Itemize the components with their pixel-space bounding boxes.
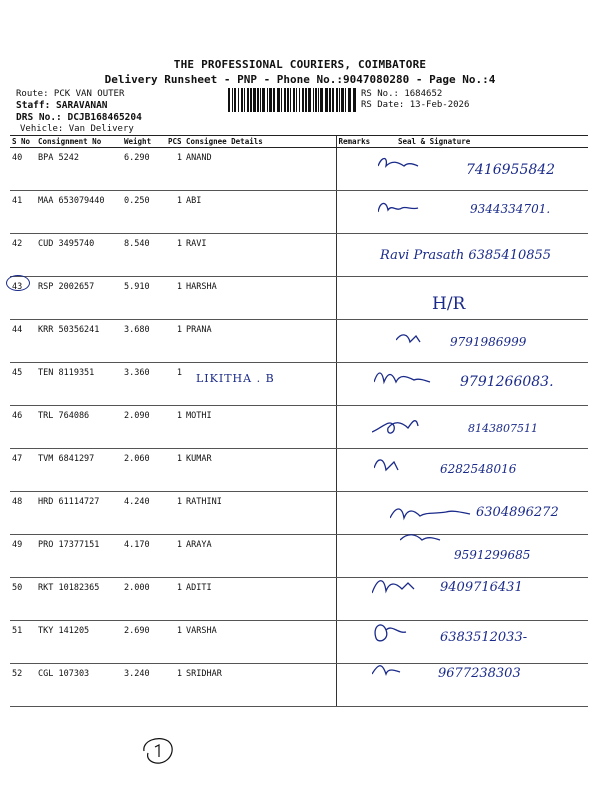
sno-cell: 48 <box>10 492 36 535</box>
consignee-cell: MOTHI <box>184 406 336 449</box>
consignee-cell: ABI <box>184 191 336 234</box>
consignment-cell: KRR 50356241 <box>36 320 122 363</box>
handwritten-consignee: LIKITHA . B <box>196 372 275 385</box>
route-label: Route: PCK VAN OUTER <box>16 89 125 99</box>
remarks-cell <box>336 449 378 492</box>
table-row <box>10 277 588 320</box>
weight-cell: 2.060 <box>122 449 166 492</box>
consignment-cell: RKT 10182365 <box>36 578 122 621</box>
sno-cell: 42 <box>10 234 36 277</box>
consignment-cell: RSP 2002657 <box>36 277 122 320</box>
consignee-cell: KUMAR <box>184 449 336 492</box>
weight-cell: 2.090 <box>122 406 166 449</box>
barcode-bar <box>232 88 233 112</box>
barcode-bar <box>269 88 272 112</box>
barcode-bar <box>299 88 300 112</box>
barcode-bar <box>262 88 265 112</box>
consignment-cell: CUD 3495740 <box>36 234 122 277</box>
handwritten-signature-text: 8143807511 <box>468 422 538 435</box>
consignee-cell: RAVI <box>184 234 336 277</box>
barcode-bar <box>234 88 236 112</box>
barcode-bar <box>290 88 291 112</box>
barcode-bar <box>313 88 314 112</box>
remarks-cell <box>336 234 378 277</box>
signature-cell <box>378 277 588 320</box>
sno-cell: 50 <box>10 578 36 621</box>
consignment-cell: TKY 141205 <box>36 621 122 664</box>
pcs-cell: 1 <box>166 234 184 277</box>
col-consignee: Consignee Details <box>184 136 336 148</box>
col-signature: Seal & Signature <box>378 136 588 148</box>
consignment-cell: TEN 8119351 <box>36 363 122 406</box>
weight-cell: 4.170 <box>122 535 166 578</box>
pcs-cell: 1 <box>166 320 184 363</box>
remarks-cell <box>336 148 378 191</box>
runsheet-table <box>10 135 588 707</box>
sno-cell: 49 <box>10 535 36 578</box>
signature-scribble <box>372 412 462 442</box>
barcode-bar <box>318 88 319 112</box>
barcode-bar <box>325 88 328 112</box>
consignee-cell: VARSHA <box>184 621 336 664</box>
consignment-cell: CGL 107303 <box>36 664 122 707</box>
weight-cell: 3.680 <box>122 320 166 363</box>
pcs-cell: 1 <box>166 148 184 191</box>
runsheet-subtitle: Delivery Runsheet - PNP - Phone No.:9047080280 - Page No.:4 <box>104 73 496 86</box>
barcode-bar <box>332 88 334 112</box>
barcode-bar <box>267 88 268 112</box>
signature-scribble <box>372 620 462 650</box>
weight-cell: 2.000 <box>122 578 166 621</box>
remarks-cell <box>336 535 378 578</box>
handwritten-signature-text: 9677238303 <box>438 666 521 681</box>
handwritten-signature-text: 6304896272 <box>476 505 559 520</box>
col-remarks: Remarks <box>336 136 378 148</box>
barcode-bar <box>353 88 356 112</box>
consignment-cell: TRL 764086 <box>36 406 122 449</box>
weight-cell: 3.360 <box>122 363 166 406</box>
barcode-bar <box>250 88 252 112</box>
handwritten-signature-text: 6282548016 <box>440 462 517 476</box>
barcode-bar <box>302 88 304 112</box>
vehicle-label: Vehicle: Van Delivery <box>20 124 134 134</box>
handwritten-signature-text: Ravi Prasath 6385410855 <box>380 248 552 263</box>
pcs-cell: 1 <box>166 277 184 320</box>
barcode-bar <box>247 88 249 112</box>
consignee-cell: ADITI <box>184 578 336 621</box>
table-header-row <box>10 136 588 148</box>
pcs-cell: 1 <box>166 621 184 664</box>
remarks-cell <box>336 191 378 234</box>
signature-scribble <box>372 658 462 688</box>
pcs-cell: 1 <box>166 664 184 707</box>
handwritten-signature-text: 9409716431 <box>440 580 523 595</box>
signature-scribble <box>374 452 464 482</box>
rs-date: RS Date: 13-Feb-2026 <box>361 100 470 110</box>
pcs-cell: 1 <box>166 363 184 406</box>
row-43-circle-mark <box>6 275 30 291</box>
signature-scribble <box>374 368 464 398</box>
page-mark-circle <box>138 733 178 767</box>
barcode-bar <box>284 88 286 112</box>
col-pcs: PCS <box>166 136 184 148</box>
signature-scribble <box>396 330 486 360</box>
barcode-bar <box>273 88 275 112</box>
pcs-cell: 1 <box>166 191 184 234</box>
barcode-bar <box>238 88 239 112</box>
sno-cell: 52 <box>10 664 36 707</box>
consignee-cell: SRIDHAR <box>184 664 336 707</box>
barcode-bar <box>341 88 344 112</box>
consignment-cell: MAA 653079440 <box>36 191 122 234</box>
consignment-cell: PRO 17377151 <box>36 535 122 578</box>
staff-label: Staff: SARAVANAN <box>16 100 108 111</box>
pcs-cell: 1 <box>166 449 184 492</box>
sno-cell: 45 <box>10 363 36 406</box>
barcode-bar <box>336 88 338 112</box>
barcode-bar <box>329 88 331 112</box>
pcs-cell: 1 <box>166 578 184 621</box>
sno-cell: 51 <box>10 621 36 664</box>
remarks-cell <box>336 277 378 320</box>
col-consignment: Consignment No <box>36 136 122 148</box>
sno-cell: 43 <box>10 277 36 320</box>
signature-scribble <box>372 575 462 605</box>
weight-cell: 0.250 <box>122 191 166 234</box>
barcode-bar <box>277 88 280 112</box>
sno-cell: 46 <box>10 406 36 449</box>
barcode-bar <box>320 88 323 112</box>
barcode-bar <box>257 88 259 112</box>
rs-number: RS No.: 1684652 <box>361 89 443 99</box>
sno-cell: 40 <box>10 148 36 191</box>
sno-cell: 44 <box>10 320 36 363</box>
consignment-cell: HRD 61114727 <box>36 492 122 535</box>
consignee-cell: ARAYA <box>184 535 336 578</box>
pcs-cell: 1 <box>166 492 184 535</box>
barcode-bar <box>293 88 295 112</box>
handwritten-signature-text: 9591299685 <box>454 548 531 562</box>
barcode-bar <box>296 88 297 112</box>
weight-cell: 8.540 <box>122 234 166 277</box>
consignee-cell: RATHINI <box>184 492 336 535</box>
weight-cell: 3.240 <box>122 664 166 707</box>
barcode-bar <box>348 88 351 112</box>
barcode-bar <box>281 88 282 112</box>
barcode-bar <box>287 88 289 112</box>
consignee-cell: ANAND <box>184 148 336 191</box>
weight-cell: 4.240 <box>122 492 166 535</box>
barcode-bar <box>339 88 340 112</box>
barcode-bar <box>253 88 256 112</box>
drs-label: DRS No.: DCJB168465204 <box>16 112 142 123</box>
consignment-cell: BPA 5242 <box>36 148 122 191</box>
consignment-cell: TVM 6841297 <box>36 449 122 492</box>
sno-cell: 41 <box>10 191 36 234</box>
runsheet-title: THE PROFESSIONAL COURIERS, COIMBATORE <box>173 58 427 71</box>
barcode-bar <box>308 88 311 112</box>
barcode-bar <box>315 88 317 112</box>
signature-scribble <box>378 156 468 186</box>
barcode-bar <box>305 88 307 112</box>
signature-scribble <box>390 502 480 532</box>
pcs-cell: 1 <box>166 535 184 578</box>
barcode-bar <box>345 88 346 112</box>
col-weight: Weight <box>122 136 166 148</box>
col-sno: S No <box>10 136 36 148</box>
remarks-cell <box>336 363 378 406</box>
consignee-cell: PRANA <box>184 320 336 363</box>
signature-scribble <box>400 530 490 560</box>
signature-scribble <box>378 198 468 228</box>
sno-cell: 47 <box>10 449 36 492</box>
remarks-cell <box>336 492 378 535</box>
handwritten-signature-text: 6383512033- <box>440 630 528 645</box>
weight-cell: 2.690 <box>122 621 166 664</box>
barcode <box>228 88 358 112</box>
pcs-cell: 1 <box>166 406 184 449</box>
barcode-bar <box>260 88 261 112</box>
barcode-bar <box>241 88 243 112</box>
weight-cell: 6.290 <box>122 148 166 191</box>
handwritten-signature-text: H/R <box>432 294 466 314</box>
barcode-bar <box>244 88 245 112</box>
barcode-bar <box>228 88 230 112</box>
handwritten-signature-text: 9344334701. <box>470 202 551 216</box>
remarks-cell <box>336 320 378 363</box>
handwritten-signature-text: 7416955842 <box>466 162 556 178</box>
consignee-cell: HARSHA <box>184 277 336 320</box>
handwritten-signature-text: 9791266083. <box>460 374 554 390</box>
weight-cell: 5.910 <box>122 277 166 320</box>
handwritten-signature-text: 9791986999 <box>450 335 527 349</box>
